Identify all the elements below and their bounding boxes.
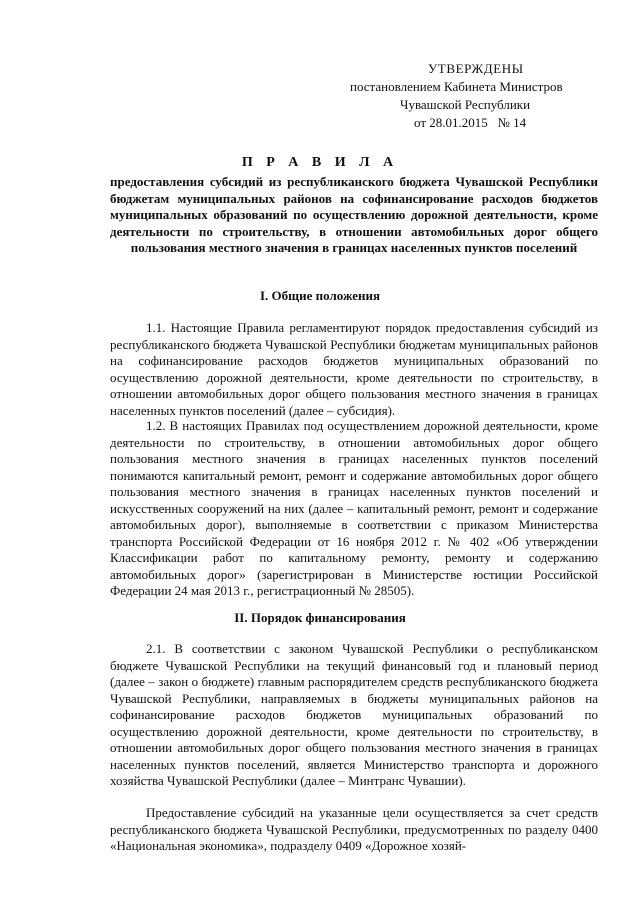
paragraph-2-1: 2.1. В соответствии с законом Чувашской Республики о республиканском бюджете Чувашской Республики на текущий финансовый год и плановый период (далее – закон о бюджете) главным распорядителем средств республиканского бюджета Чувашской Республики, направляемых в бюджеты муниципальных районов на софинансирование расходов бюджетов муниципальных образований по осуществлению дорожной деятельности, кроме деятельности по строительству, в отношении автомобильных дорог общего пользования местного значения в границах населенных пунктов поселений, является Министерство транспорта и дорожного хозяйства Чувашской Республики (далее – Минтранс Чувашии). [110,641,598,788]
paragraph-1-1: 1.1. Настоящие Правила регламентируют порядок предоставления субсидий из республиканского бюджета Чувашской Республики бюджетам муниципальных районов на софинансирование расходов бюджетов муниципальных образований по осуществлению дорожной деятельности, кроме деятельности по строительству, в отношении автомобильных дорог общего пользования местного значения в границах населенных пунктов поселений (далее – субсидия). [110,320,598,418]
document-title: П Р А В И Л А [241,155,399,170]
document-subtitle: предоставления субсидий из республиканского бюджета Чувашской Республики бюджетам муниципальных районов на софинансирование расходов бюджетов муниципальных образований по осуществлению дорожной деятельности, кроме деятельности по строительству, в отношении автомобильных дорог общего пользования местного значения в границах населенных пунктов поселений [110,174,598,255]
approval-line-resolution: постановлением Кабинета Министров [350,79,563,94]
approval-block [350,60,610,132]
approval-line-date-number: от 28.01.2015 № 14 [414,115,527,130]
approval-heading: УТВЕРЖДЕНЫ [428,61,524,76]
paragraph-2-1-continued: Предоставление субсидий на указанные цели осуществляется за счет средств республиканского бюджета Чувашской Республики, предусмотренных по разделу 0400 «Национальная экономика», подразделу 0409 «Дорожное хозяй- [110,805,598,853]
paragraph-1-2: 1.2. В настоящих Правилах под осуществлением дорожной деятельности, кроме деятельности по строительству, в отношении автомобильных дорог общего пользования местного значения в границах населенных пунктов поселений понимаются капитальный ремонт, ремонт и содержание автомобильных дорог общего пользования местного значения в границах населенных пунктов поселений и искусственных сооружений на них (далее – капитальный ремонт, ремонт и содержание автомобильных дорог), выполняемые в соответствии с приказом Министерства транспорта Российской Федерации от 16 ноября 2012 г. № 402 «Об утверждении Классификации работ по капитальному ремонту, ремонту и содержанию автомобильных дорог» (зарегистрирован в Министерстве юстиции Российской Федерации 24 мая 2013 г., регистрационный № 28505). [110,418,598,598]
section-title-general: I. Общие положения [260,288,380,303]
approval-line-republic: Чувашской Республики [400,97,531,112]
section-title-financing: II. Порядок финансирования [234,610,406,625]
